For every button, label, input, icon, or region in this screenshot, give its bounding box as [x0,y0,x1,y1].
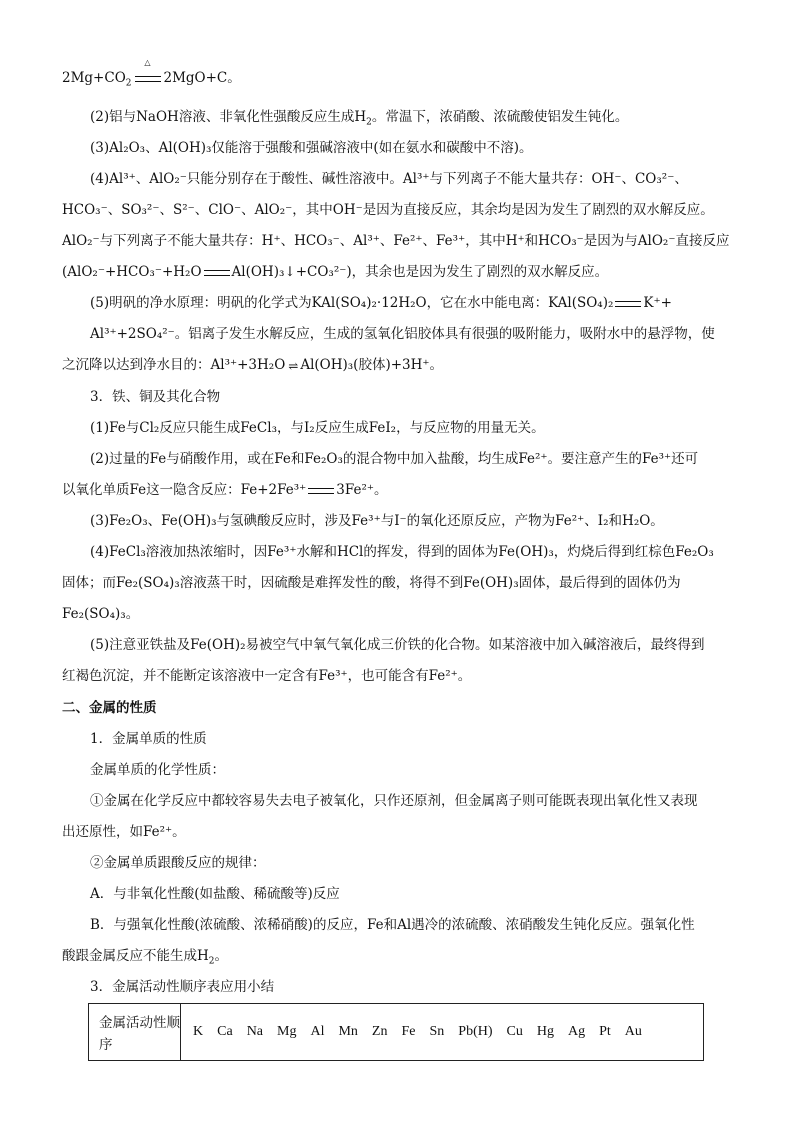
paragraph-line: (3)Fe₂O₃、Fe(OH)₃与氢碘酸反应时，涉及Fe³⁺与I⁻的氧化还原反应，产物为Fe²⁺、I₂和H₂O。 [90,513,664,529]
metal-item: Sn [429,1024,445,1039]
metal-item: Pt [599,1024,611,1039]
equals-sign [204,270,230,276]
paragraph-line: (2)铝与NaOH溶液、非氧化性强酸反应生成$H_2$。常温下，浓硝酸、浓硫酸使铝发生钝化。 [90,109,629,128]
metal-item: Ca [217,1024,233,1039]
text-run: 以氧化单质Fe这一隐含反应：Fe+2Fe³⁺ [62,482,307,498]
metal-item: Pb(H) [458,1024,493,1039]
text-run: 2Mg+CO [62,70,126,86]
paragraph-line: HCO₃⁻、SO₃²⁻、S²⁻、ClO⁻、AlO₂⁻，其中OH⁻是因为直接反应，其余均是因为发生了剧烈的双水解反应。 [62,202,714,218]
paragraph-line: (5)注意亚铁盐及Fe(OH)₂易被空气中氧气氧化成三价铁的化合物。如某溶液中加入碱溶液后，最终得到 [90,637,705,653]
paragraph-line: ②金属单质跟酸反应的规律： [90,855,266,871]
paragraph-line [90,294,672,312]
paragraph-line: Fe₂(SO₄)₃。 [62,606,140,622]
paragraph-line: 出还原性，如Fe²⁺。 [62,824,186,840]
text-run: (2)铝与NaOH溶液、非氧化性强酸反应生成H [90,109,367,125]
heat-arrow: △ [133,69,163,87]
paragraph-line: (4)Al³⁺、AlO₂⁻只能分别存在于酸性、碱性溶液中。Al³⁺与下列离子不能大量共存：OH⁻、CO₃²⁻、 [90,171,688,187]
section-heading [62,699,157,717]
metal-item: Zn [371,1024,388,1039]
metal-item: K [193,1024,204,1039]
text-run: 。 [214,948,229,964]
metal-item: Fe [401,1024,416,1039]
section-heading: 3．铁、铜及其化合物 [90,389,221,405]
text-run: Al(OH)₃↓+CO₃²⁻)，其余也是因为发生了剧烈的双水解反应。 [231,264,609,280]
subheading: 1．金属单质的性质 [90,731,207,747]
metal-list-cell [181,1004,703,1060]
metal-item: Hg [536,1024,554,1039]
metal-item: Mn [338,1024,358,1039]
paragraph-line: 金属单质的化学性质： [90,762,225,778]
equation-line: $2Mg+CO_2$ △ 2MgO+C。 [62,58,241,89]
text-run: (5)明矾的净水原理：明矾的化学式为KAl(SO₄)₂·12H₂O，它在水中能电离：KAl(SO₄)₂ [90,295,614,311]
text-run: 2MgO+C。 [163,70,241,86]
paragraph-line: AlO₂⁻与下列离子不能大量共存：H⁺、HCO₃⁻、Al³⁺、Fe²⁺、Fe³⁺，其中H⁺和HCO₃⁻是因为与AlO₂⁻直接反应 [62,233,730,249]
paragraph-line: 酸跟金属反应不能生成$H_2$。 [62,948,229,967]
metal-item: Cu [506,1024,523,1039]
paragraph-line: 红褐色沉淀，并不能断定该溶液中一定含有Fe³⁺，也可能含有Fe²⁺。 [62,668,472,684]
paragraph-line [62,263,608,281]
paragraph-line: (3)Al₂O₃、Al(OH)₃仅能溶于强酸和强碱溶液中(如在氨水和碳酸中不溶)。 [90,140,533,156]
metal-item: Al [310,1024,325,1039]
metal-item: Mg [277,1024,297,1039]
metal-item: Ag [567,1024,586,1039]
text-run: 3Fe²⁺。 [336,482,388,498]
paragraph-line: A．与非氧化性酸(如盐酸、稀硫酸等)反应 [90,886,340,902]
paragraph-line: (1)Fe与Cl₂反应只能生成FeCl₃，与I₂反应生成FeI₂，与反应物的用量无关。 [90,420,545,436]
paragraph-line: 固体；而Fe₂(SO₄)₃溶液蒸干时，因硫酸是难挥发性的酸，将得不到Fe(OH)₃固体，最后得到的固体仍为 [62,575,681,591]
paragraph-line: B．与强氧化性酸(浓硫酸、浓稀硝酸)的反应，Fe和Al遇冷的浓硫酸、浓硝酸发生钝化反应。强氧化性 [90,917,695,933]
text-run: (AlO₂⁻+HCO₃⁻+H₂O [62,264,202,280]
paragraph-line: (4)FeCl₃溶液加热浓缩时，因Fe³⁺水解和HCl的挥发，得到的固体为Fe(OH)₃，灼烧后得到红棕色Fe₂O₃ [90,544,714,560]
metal-item: Na [246,1024,264,1039]
equals-sign [615,301,641,307]
paragraph-line [62,356,443,375]
text-run: Al(OH)₃(胶体)+3H⁺。 [300,357,444,373]
equals-sign [308,488,334,494]
text-run: 。常温下，浓硝酸、浓硫酸使铝发生钝化。 [371,109,629,125]
metal-item: Au [624,1024,642,1039]
heading-text: 二、金属的性质 [62,700,157,716]
paragraph-line [62,481,388,499]
text-run: 之沉降以达到净水目的：Al³⁺+3H₂O [62,357,286,373]
paragraph-line: ①金属在化学反应中都较容易失去电子被氧化，只作还原剂，但金属离子则可能既表现出氧化性又表现 [90,793,698,809]
paragraph-line: Al³⁺+2SO₄²⁻。铝离子发生水解反应，生成的氢氧化铝胶体具有很强的吸附能力，吸附水中的悬浮物，使 [90,326,715,342]
subheading: 3．金属活动性顺序表应用小结 [90,979,275,995]
metal-activity-table [88,1003,704,1061]
table-header-cell: 金属活动性顺序 [89,1004,181,1060]
text-run: 酸跟金属反应不能生成H [62,948,209,964]
paragraph-line: (2)过量的Fe与硝酸作用，或在Fe和Fe₂O₃的混合物中加入盐酸，均生成Fe²⁺。要注意产生的Fe³⁺还可 [90,451,699,467]
text-run: K⁺+ [643,295,672,311]
reversible-arrow: ⇌ [288,358,298,373]
